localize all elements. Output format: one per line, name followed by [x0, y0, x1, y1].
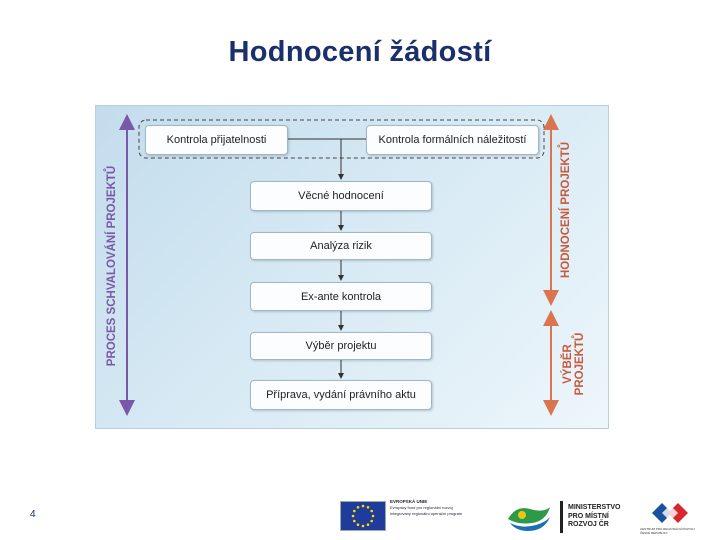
- eu-line1: EVROPSKÁ UNIE: [390, 499, 428, 504]
- irop-logo-icon: [504, 499, 554, 535]
- eu-stars-icon: [350, 503, 376, 529]
- ministry-logo-text: [568, 504, 621, 530]
- box-vecne-hodnoceni: Věcné hodnocení: [250, 181, 432, 211]
- eu-flag-icon: [340, 501, 386, 531]
- left-label-proces-schvalovani: PROCES SCHVALOVÁNÍ PROJEKTŮ: [106, 165, 118, 367]
- footer-logos: [336, 495, 720, 540]
- ministry-line2: PRO MÍSTNÍ: [568, 512, 609, 520]
- box-kontrola-prijatelnosti: Kontrola přijatelnosti: [145, 125, 288, 155]
- box-kontrola-formalnich-nalezitosti: Kontrola formálních náležitostí: [366, 125, 539, 155]
- right-label-vyber-line2: PROJEKTŮ: [574, 332, 586, 396]
- eu-line2: Evropský fond pro regionální rozvoj: [390, 505, 453, 510]
- right-label-vyber: [562, 333, 586, 396]
- right-label-vyber-line1: VÝBĚR: [562, 344, 574, 384]
- ministry-bar-icon: [558, 501, 566, 533]
- ministry-line1: MINISTERSTVO: [568, 504, 621, 511]
- right-label-hodnoceni: HODNOCENÍ PROJEKTŮ: [560, 141, 572, 279]
- eu-logo-text: [390, 499, 462, 517]
- eu-line3: Integrovaný regionální operační program: [390, 511, 463, 516]
- box-analyza-rizik: Analýza rizik: [250, 232, 432, 260]
- page-number: 4: [30, 509, 36, 520]
- process-diagram: [95, 105, 609, 429]
- crr-logo-icon: [648, 499, 692, 527]
- ministry-line3: ROZVOJ ČR: [568, 521, 609, 528]
- box-ex-ante-kontrola: Ex-ante kontrola: [250, 282, 432, 311]
- crr-line1: CENTRUM PRO REGIONÁLNÍ ROZVOJ: [640, 527, 695, 531]
- crr-logo-text: [640, 527, 695, 535]
- page-title: Hodnocení žádostí: [228, 36, 492, 68]
- crr-line2: ČESKÉ REPUBLIKY: [640, 531, 668, 535]
- box-priprava-vydani-pravniho-aktu: Příprava, vydání právního aktu: [250, 380, 432, 410]
- box-vyber-projektu: Výběr projektu: [250, 332, 432, 360]
